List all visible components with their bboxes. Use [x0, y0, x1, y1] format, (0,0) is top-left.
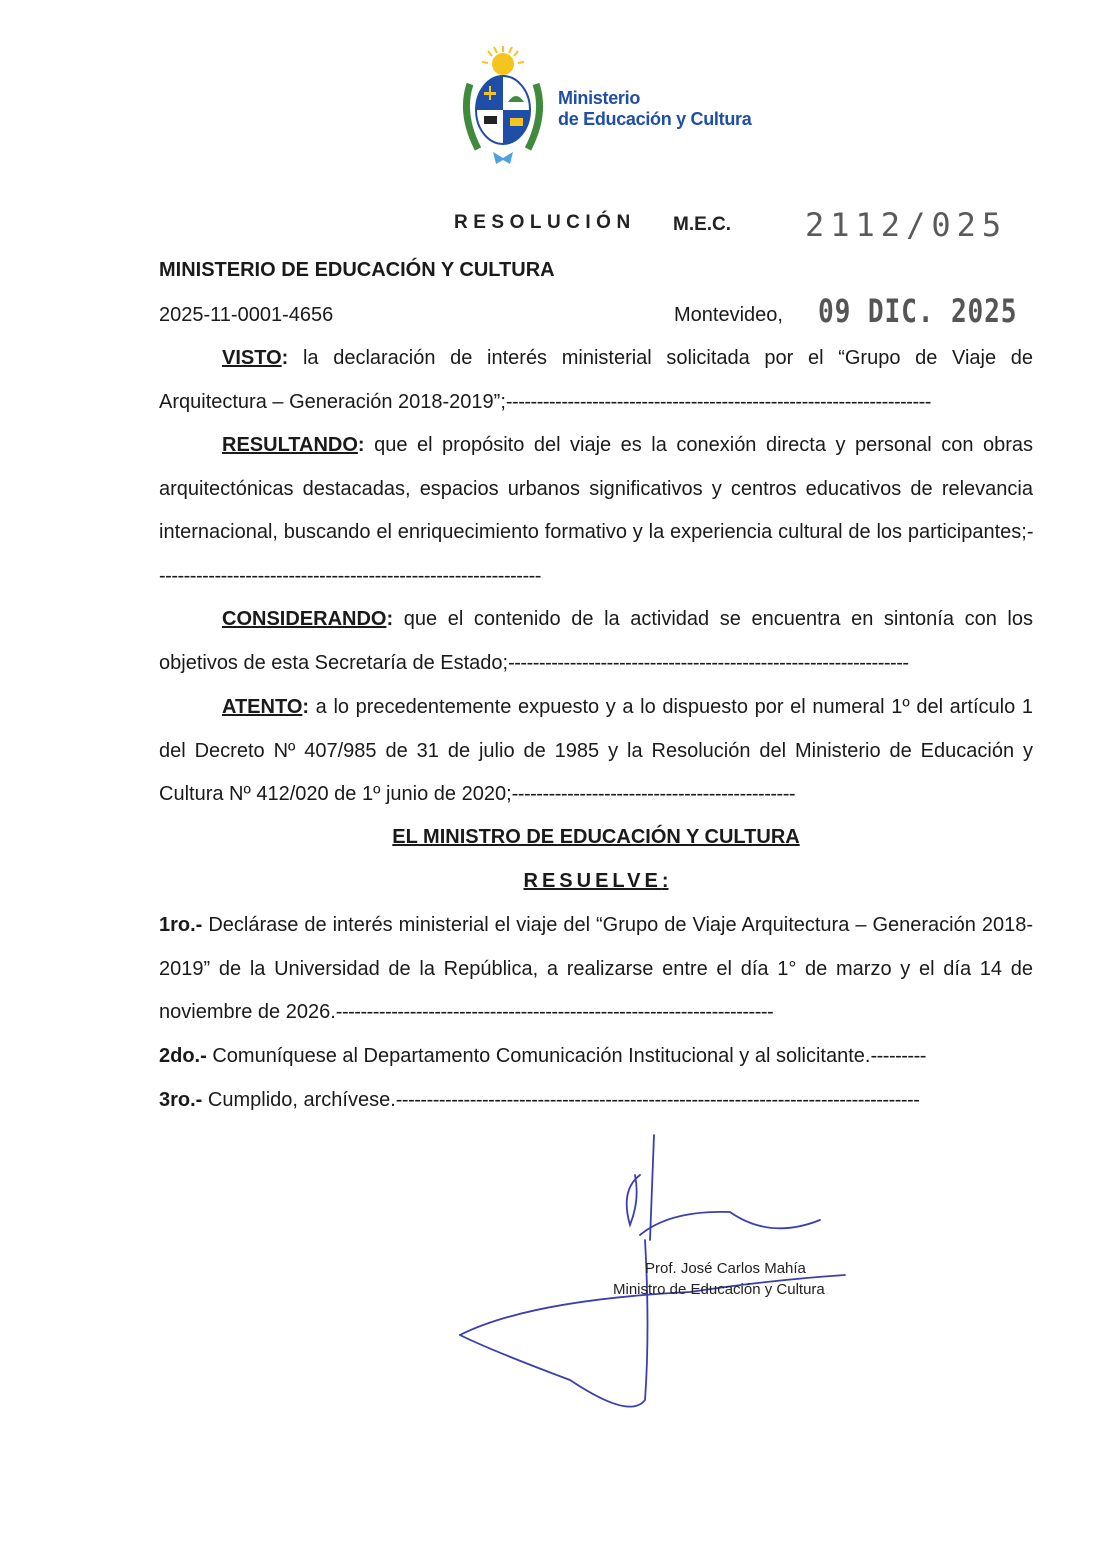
item-text: Comuníquese al Departamento Comunicación Institucional y al solicitante.: [206, 1045, 871, 1067]
considerando-paragraph: CONSIDERANDO: que el contenido de la actividad se encuentra en sintonía con los objetivos de esta Secretaría de Estado;-----------------------------------------------------------------: [159, 608, 1033, 674]
visto-text: la declaración de interés ministerial solicitada por el “Grupo de Viaje de Arquitectura – Generación 2018-2019”;: [159, 347, 1033, 413]
uruguay-coat-of-arms-icon: [458, 44, 548, 168]
item-number: 1ro.-: [159, 914, 203, 936]
date-stamp: 09 DIC. 2025: [818, 292, 1018, 330]
ministry-logo: [458, 44, 778, 168]
dash-fill: ---------: [870, 1045, 926, 1067]
item-number: 3ro.-: [159, 1089, 203, 1111]
dash-fill: -----------------------------------------------------------------: [508, 651, 909, 674]
file-number: 2025-11-0001-4656: [159, 304, 334, 326]
dash-fill: ---------------------------------------------------------------: [159, 521, 1033, 587]
dash-fill: ----------------------------------------------: [511, 783, 796, 806]
resultando-text: que el propósito del viaje es la conexión directa y personal con obras arquitectónicas destacadas, espacios urbanos significativos y centros educativos de relevancia internacional, buscando el enriquecimiento formativo y la experiencia cultural de los participantes;: [159, 434, 1033, 544]
logo-line-1: Ministerio: [558, 88, 641, 108]
city-label: Montevideo,: [674, 304, 783, 326]
dash-fill: -------------------------------------------------------------------------------------: [395, 1089, 920, 1111]
ministry-logo-text: [558, 88, 751, 130]
atento-label: ATENTO: [222, 696, 303, 718]
dash-fill: -----------------------------------------------------------------------: [335, 1001, 774, 1024]
item-number: 2do.-: [159, 1045, 207, 1067]
ministry-heading: MINISTERIO DE EDUCACIÓN Y CULTURA: [159, 259, 555, 281]
resolution-item-1: [159, 904, 1033, 1035]
resolution-org: M.E.C.: [673, 214, 732, 235]
resuelve-heading: RESUELVE:: [523, 870, 669, 892]
resolution-number-stamp: 2112/025: [805, 206, 1008, 244]
item-text: Declárase de interés ministerial el viaje del “Grupo de Viaje Arquitectura – Generación 2018-2019” de la Universidad de la República, a realizarse entre el día 1° de marzo y el día 14 de noviembre de 2026.: [159, 914, 1033, 1024]
atento-text: a lo precedentemente expuesto y a lo dispuesto por el numeral 1º del artículo 1 del Decreto Nº 407/985 de 31 de julio de 1985 y la Resolución del Ministerio de Educación y Cultura Nº 412/020 de 1º junio de 2020;: [159, 696, 1033, 806]
resultando-label: RESULTANDO: [222, 434, 358, 456]
logo-line-2: de Educación y Cultura: [558, 109, 752, 129]
minister-heading: EL MINISTRO DE EDUCACIÓN Y CULTURA: [392, 826, 800, 848]
handwritten-signature-icon: [430, 1130, 930, 1430]
visto-paragraph: VISTO: la declaración de interés ministerial solicitada por el “Grupo de Viaje de Arquitectura – Generación 2018-2019”;---------------------------------------------------------------------: [159, 347, 1033, 413]
visto-label: VISTO: [222, 347, 282, 369]
signatory-role: Ministro de Educación y Cultura: [613, 1281, 825, 1298]
signatory-name: Prof. José Carlos Mahía: [645, 1260, 806, 1277]
atento-paragraph: ATENTO: a lo precedentemente expuesto y a lo dispuesto por el numeral 1º del artículo 1 del Decreto Nº 407/985 de 31 de julio de 1985 y la Resolución del Ministerio de Educación y Cultura Nº 412/020 de 1º junio de 2020;----------------------------------------------: [159, 696, 1033, 806]
resultando-paragraph: RESULTANDO: que el propósito del viaje es la conexión directa y personal con obras arquitectónicas destacadas, espacios urbanos significativos y centros educativos de relevancia internacional, buscando el enriquecimiento formativo y la experiencia cultural de los participantes;---------------------------------------------------------------: [159, 434, 1033, 587]
resolution-item-2: [159, 1035, 1033, 1079]
resolution-item-3: [159, 1079, 1033, 1123]
considerando-text: que el contenido de la actividad se encuentra en sintonía con los objetivos de esta Secretaría de Estado;: [159, 608, 1033, 674]
dash-fill: ---------------------------------------------------------------------: [505, 390, 931, 413]
resolution-label: RESOLUCIÓN: [454, 212, 636, 233]
item-text: Cumplido, archívese.: [202, 1089, 396, 1111]
considerando-label: CONSIDERANDO: [222, 608, 387, 630]
